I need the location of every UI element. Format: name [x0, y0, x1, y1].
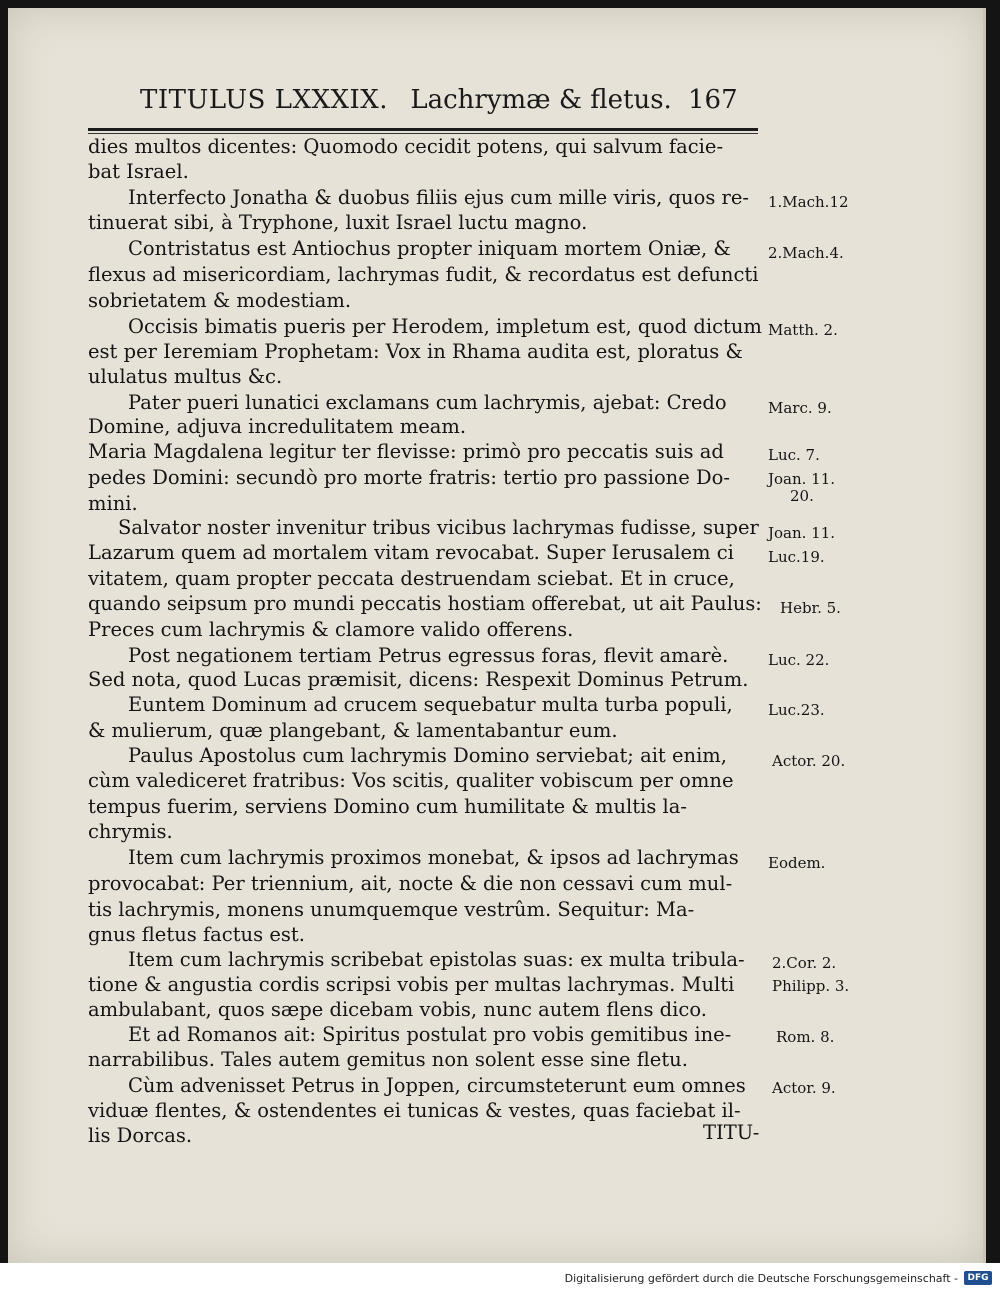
- margin-note: Rom. 8.: [776, 1028, 835, 1046]
- text-line: Domine, adjuva incredulitatem meam.: [88, 415, 467, 438]
- text-line: Salvator noster invenitur tribus vicibus lachrymas fudisse, super: [118, 516, 759, 539]
- text-line: ululatus multus &c.: [88, 365, 283, 388]
- margin-note: 2.Mach.4.: [768, 244, 844, 262]
- text-line: quando seipsum pro mundi peccatis hostiam offerebat, ut ait Paulus:: [88, 592, 762, 615]
- text-line: Item cum lachrymis proximos monebat, & ipsos ad lachrymas: [128, 846, 739, 869]
- text-line: narrabilibus. Tales autem gemitus non solent esse sine fletu.: [88, 1048, 688, 1071]
- margin-note: Matth. 2.: [768, 321, 838, 339]
- running-title: TITULUS LXXXIX.: [140, 85, 389, 115]
- text-line: mini.: [88, 492, 138, 515]
- text-line: Preces cum lachrymis & clamore valido offerens.: [88, 618, 574, 641]
- text-line: lis Dorcas.: [88, 1124, 193, 1147]
- margin-note: 1.Mach.12: [768, 193, 849, 211]
- margin-note: 20.: [790, 487, 814, 505]
- text-line: bat Israel.: [88, 160, 189, 183]
- text-line: sobrietatem & modestiam.: [88, 289, 352, 312]
- margin-note: Luc.19.: [768, 548, 825, 566]
- margin-note: Luc. 7.: [768, 446, 820, 464]
- text-line: provocabat: Per triennium, ait, nocte & die non cessavi cum mul-: [88, 872, 733, 895]
- running-subtitle: Lachrymæ & fletus.: [410, 85, 672, 115]
- text-line: tione & angustia cordis scripsi vobis per multas lachrymas. Multi: [88, 973, 735, 996]
- text-line: Occisis bimatis pueris per Herodem, impletum est, quod dictum: [128, 315, 762, 338]
- text-line: Interfecto Jonatha & duobus filiis ejus cum mille viris, quos re-: [128, 186, 749, 209]
- text-line: tis lachrymis, monens unumquemque vestrûm. Sequitur: Ma-: [88, 898, 695, 921]
- text-line: viduæ flentes, & ostendentes ei tunicas & vestes, quas faciebat il-: [88, 1099, 741, 1122]
- footer-bar: [0, 1263, 1000, 1295]
- text-line: est per Ieremiam Prophetam: Vox in Rhama audita est, ploratus &: [88, 340, 743, 363]
- text-line: dies multos dicentes: Quomodo cecidit potens, qui salvum facie-: [88, 135, 724, 158]
- margin-note: Joan. 11.: [768, 524, 836, 542]
- text-line: Sed nota, quod Lucas præmisit, dicens: Respexit Dominus Petrum.: [88, 668, 749, 691]
- margin-note: Luc.23.: [768, 701, 825, 719]
- text-line: vitatem, quam propter peccata destruendam sciebat. Et in cruce,: [88, 567, 735, 590]
- text-line: & mulierum, quæ plangebant, & lamentabantur eum.: [88, 719, 618, 742]
- catchword: TITU-: [703, 1121, 760, 1144]
- funding-credit: Digitalisierung gefördert durch die Deutsche Forschungsgemeinschaft -: [564, 1272, 958, 1285]
- margin-note: Luc. 22.: [768, 651, 830, 669]
- text-line: tinuerat sibi, à Tryphone, luxit Israel luctu magno.: [88, 211, 588, 234]
- text-line: chrymis.: [88, 820, 173, 843]
- text-line: gnus fletus factus est.: [88, 923, 305, 946]
- margin-note: Philipp. 3.: [772, 977, 850, 995]
- text-line: flexus ad misericordiam, lachrymas fudit, & recordatus est defuncti: [88, 263, 759, 286]
- text-line: ambulabant, quos sæpe dicebam vobis, nunc autem flens dico.: [88, 998, 707, 1021]
- text-line: Maria Magdalena legitur ter flevisse: primò pro peccatis suis ad: [88, 440, 724, 463]
- margin-note: Actor. 9.: [772, 1079, 836, 1097]
- text-line: Cùm advenisset Petrus in Joppen, circumsteterunt eum omnes: [128, 1074, 746, 1097]
- text-line: Contristatus est Antiochus propter iniquam mortem Oniæ, &: [128, 237, 731, 260]
- text-line: cùm valediceret fratribus: Vos scitis, qualiter vobiscum per omne: [88, 769, 734, 792]
- margin-note: Joan. 11.: [768, 470, 836, 488]
- margin-note: 2.Cor. 2.: [772, 954, 837, 972]
- page-number: 167: [688, 85, 738, 115]
- margin-note: Eodem.: [768, 854, 826, 872]
- dfg-logo: DFG: [964, 1271, 992, 1285]
- margin-note: Actor. 20.: [772, 752, 846, 770]
- text-line: Paulus Apostolus cum lachrymis Domino serviebat; ait enim,: [128, 744, 727, 767]
- margin-note: Marc. 9.: [768, 399, 832, 417]
- text-line: Item cum lachrymis scribebat epistolas suas: ex multa tribula-: [128, 948, 745, 971]
- text-line: Pater pueri lunatici exclamans cum lachrymis, ajebat: Credo: [128, 391, 727, 414]
- text-line: tempus fuerim, serviens Domino cum humilitate & multis la-: [88, 795, 687, 818]
- text-line: Euntem Dominum ad crucem sequebatur multa turba populi,: [128, 693, 733, 716]
- text-line: Et ad Romanos ait: Spiritus postulat pro vobis gemitibus ine-: [128, 1023, 732, 1046]
- text-line: Post negationem tertiam Petrus egressus foras, flevit amarè.: [128, 644, 729, 667]
- margin-note: Hebr. 5.: [780, 599, 841, 617]
- text-line: pedes Domini: secundò pro morte fratris: tertio pro passione Do-: [88, 466, 730, 489]
- text-line: Lazarum quem ad mortalem vitam revocabat. Super Ierusalem ci: [88, 541, 734, 564]
